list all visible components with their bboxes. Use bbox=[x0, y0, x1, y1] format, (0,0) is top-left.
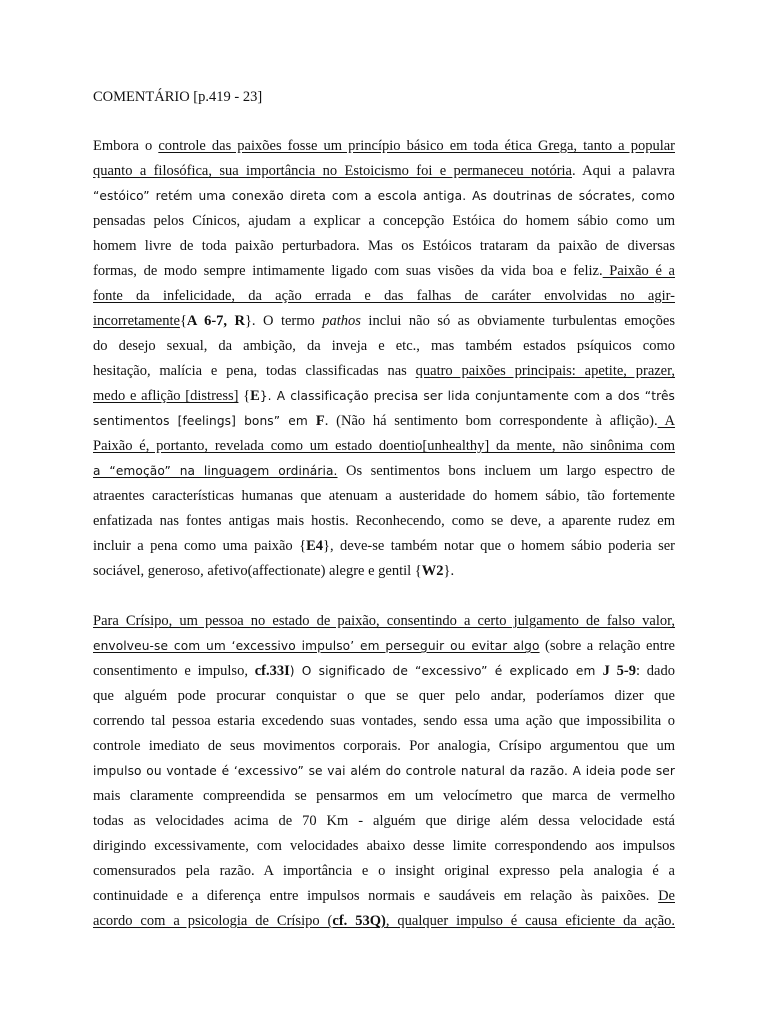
paragraph-line: pensadas pelos Cínicos, ajudam a explicar a concepção Estóica do homem sábio como um bbox=[93, 213, 675, 229]
paragraph-line: “estóico” retém uma conexão direta com a escola antiga. As doutrinas de sócrates, como bbox=[93, 189, 675, 203]
text-run: formas, de modo sempre intimamente ligado com suas visões da vida boa e feliz. bbox=[93, 263, 603, 279]
paragraph-line: que alguém pode procurar conquistar o que se quer pelo andar, poderíamos dizer que bbox=[93, 688, 675, 704]
paragraph-line bbox=[93, 261, 675, 281]
paragraph-line: mais claramente compreendida se pensarmos em um velocímetro que marca de vermelho bbox=[93, 788, 675, 804]
paragraph-line: Para Crísipo, um pessoa no estado de paixão, consentindo a certo julgamento de falso valor, bbox=[93, 613, 675, 629]
paragraph-line bbox=[93, 461, 675, 481]
paragraph-line: comensurados pela razão. A importância e o insight original expresso pela analogia é a bbox=[93, 863, 675, 879]
underlined-text: quanto a filosófica, sua importância no Estoicismo foi e permaneceu notória bbox=[93, 163, 572, 179]
paragraph-line bbox=[93, 311, 675, 331]
citation-ref: F bbox=[315, 413, 325, 429]
paragraph-line bbox=[93, 411, 675, 431]
paragraph-line: Paixão é, portanto, revelada como um estado doentio[unhealthy] da mente, não sinônima com bbox=[93, 438, 675, 454]
paragraph-line bbox=[93, 536, 675, 556]
text-run: }. A classificação precisa ser lida conjuntamente com a dos “três bbox=[259, 389, 675, 403]
underlined-text: Paixão é a bbox=[602, 263, 675, 279]
underlined-text: quatro paixões principais: apetite, prazer, bbox=[415, 363, 675, 379]
text-run: sociável, generoso, afetivo(affectionate) alegre e gentil { bbox=[93, 563, 422, 579]
paragraph-line bbox=[93, 561, 675, 581]
paragraph-line: atraentes características humanas que atenuam a austeridade do homem sábio, tão fortemente bbox=[93, 488, 675, 504]
text-run: sentimentos [feelings] bons” em bbox=[93, 414, 316, 428]
section-heading: COMENTÁRIO [p.419 - 23] bbox=[93, 89, 263, 105]
citation-ref: cf.33I bbox=[254, 663, 290, 679]
paragraph-line: enfatizada nas fontes antigas mais hostis. Reconhecendo, como se deve, a aparente rudez em bbox=[93, 513, 675, 529]
text-run: consentimento e impulso, bbox=[93, 663, 255, 679]
text-run: (sobre a relação entre bbox=[539, 638, 675, 654]
underlined-text: controle das paixões fosse um princípio básico em toda ética Grega, tanto a popular bbox=[158, 138, 675, 154]
underlined-text: envolveu-se com um ‘excessivo impulso’ em perseguir ou evitar algo bbox=[93, 639, 540, 653]
text-run: inclui não só as obviamente turbulentas emoções bbox=[360, 313, 675, 329]
underlined-text: incorretamente bbox=[93, 313, 180, 329]
text-run: hesitação, malícia e pena, todas classificadas nas bbox=[93, 363, 416, 379]
underlined-text: medo e aflição [distress] bbox=[93, 388, 239, 404]
paragraph-line: todas as velocidades acima de 70 Km - alguém que dirige além dessa velocidade está bbox=[93, 813, 675, 829]
text-run: { bbox=[179, 313, 187, 329]
text-run: }, deve-se também notar que o homem sábio poderia ser bbox=[323, 538, 675, 554]
text-run: incluir a pena como uma paixão { bbox=[93, 538, 307, 554]
paragraph-line: do desejo sexual, da ambição, da inveja e etc., mas também estados psíquicos como bbox=[93, 338, 675, 354]
underlined-text: acordo com a psicologia de Crísipo ( bbox=[93, 913, 333, 929]
underlined-text: A bbox=[657, 413, 676, 429]
text-run: continuidade e a diferença entre impulsos normais e saudáveis em relação às paixões. bbox=[93, 888, 659, 904]
text-run: }. bbox=[443, 563, 455, 579]
paragraph-line bbox=[93, 636, 675, 656]
citation-ref: J 5-9 bbox=[602, 663, 636, 679]
paragraph-line bbox=[93, 886, 675, 906]
text-run: : dado bbox=[635, 663, 675, 679]
citation-ref: A 6-7, R bbox=[186, 313, 245, 329]
text-run: { bbox=[238, 388, 251, 404]
paragraph-line bbox=[93, 136, 675, 156]
paragraph-line: homem livre de toda paixão perturbadora. Mas os Estóicos trataram da paixão de diversas bbox=[93, 238, 675, 254]
citation-ref: cf. 53Q) bbox=[332, 913, 386, 929]
citation-ref: W2 bbox=[421, 563, 444, 579]
citation-ref: E bbox=[250, 388, 260, 404]
underlined-text: De bbox=[658, 888, 675, 904]
paragraph-line bbox=[93, 386, 675, 406]
paragraph-line: fonte da infelicidade, da ação errada e das falhas de caráter envolvidas no agir- bbox=[93, 288, 675, 304]
text-run: Os sentimentos bons incluem um largo espectro de bbox=[337, 463, 675, 479]
paragraph-line bbox=[93, 361, 675, 381]
text-run: . Aqui a palavra bbox=[572, 163, 675, 179]
paragraph-line: dirigindo excessivamente, com velocidades abaixo desse limite correspondendo aos impulsos bbox=[93, 838, 675, 854]
citation-ref: E4 bbox=[306, 538, 323, 554]
text-run: Embora o bbox=[93, 138, 159, 154]
text-run: }. O termo bbox=[244, 313, 323, 329]
paragraph-line: controle imediato de seus movimentos corporais. Por analogia, Crísipo argumentou que um bbox=[93, 738, 675, 754]
text-run: ) O significado de “excessivo” é explicado em bbox=[289, 664, 603, 678]
underlined-text: , qualquer impulso é causa eficiente da ação. bbox=[385, 913, 676, 929]
italic-term: pathos bbox=[322, 313, 361, 329]
underlined-text: a “emoção” na linguagem ordinária. bbox=[93, 464, 338, 478]
paragraph-line bbox=[93, 161, 675, 181]
text-run: . (Não há sentimento bom correspondente à aflição). bbox=[324, 413, 658, 429]
paragraph-line: impulso ou vontade é ‘excessivo” se vai além do controle natural da razão. A ideia pode ser bbox=[93, 764, 675, 778]
paragraph-line bbox=[93, 661, 675, 681]
paragraph-line bbox=[93, 911, 675, 931]
paragraph-line: correndo tal pessoa estaria excedendo suas vontades, sendo essa uma ação que impossibilita o bbox=[93, 713, 675, 729]
